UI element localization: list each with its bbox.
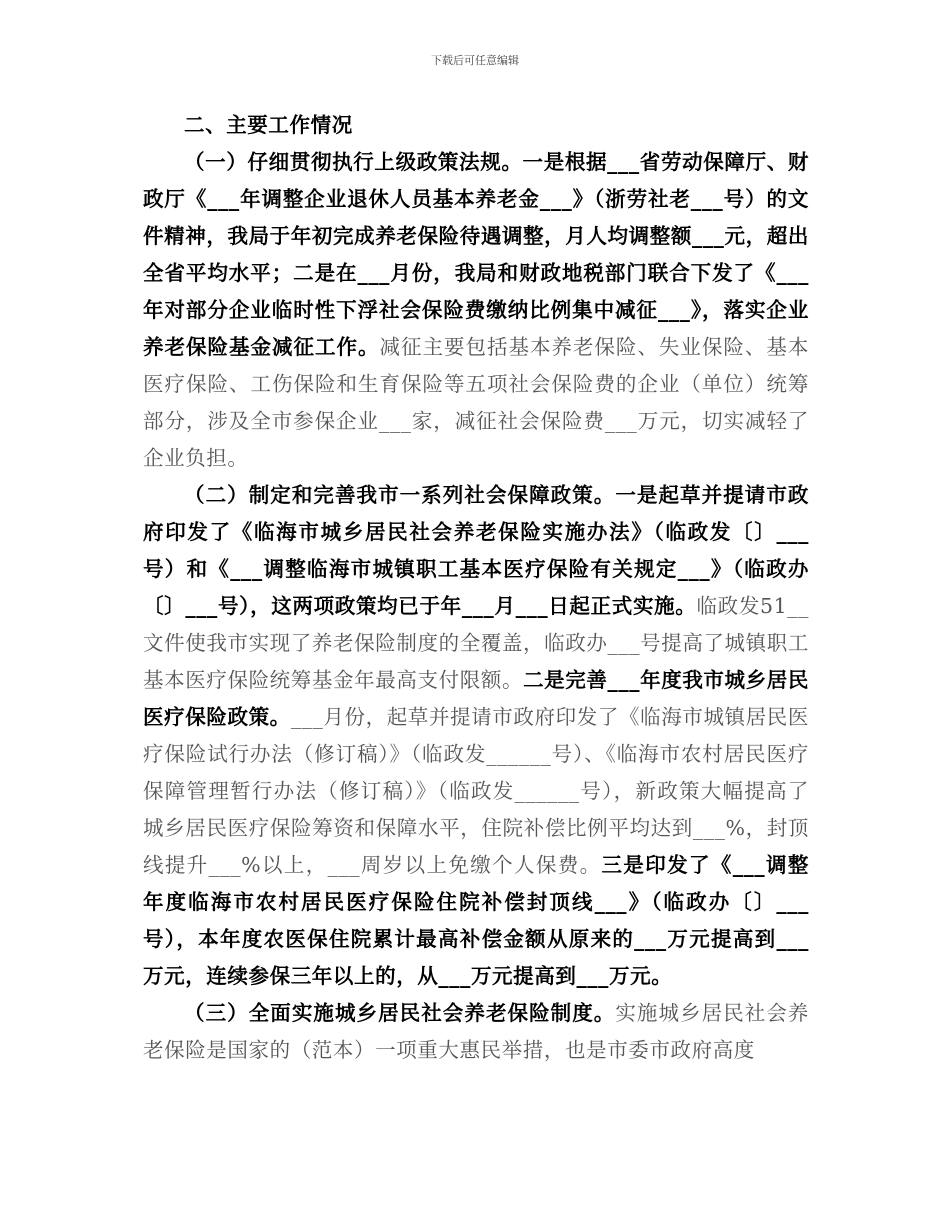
paragraph-3-bold: （三）全面实施城乡居民社会养老保险制度。 — [184, 1001, 616, 1025]
paragraph-2-normal-2: ___月份，起草并提请市政府印发了《临海市城镇居民医疗保险试行办法（修订稿）》（临政发______号）、《临海市农村居民医疗保障管理暂行办法（修订稿）》（临政发______号），新政策大幅提高了城乡居民医疗保险筹资和保障水平，住院补偿比例平均达到___%，封顶线提升___%以上，___周岁以上免缴个人保费。 — [143, 705, 809, 877]
paragraph-1 — [143, 144, 809, 477]
paragraph-1-normal: 减征主要包括基本养老保险、失业保险、基本医疗保险、工伤保险和生育保险等五项社会保险费的企业（单位）统筹部分，涉及全市参保企业___家，减征社会保险费___万元，切实减轻了企业负担。 — [143, 335, 809, 470]
paragraph-3 — [143, 995, 809, 1069]
paragraph-3-normal: 实施城乡居民社会养老保险是国家的（范本）一项重大惠民举措，也是市委市政府高度 — [143, 1001, 810, 1062]
paragraph-2-bold-1: （二）制定和完善我市一系列社会保障政策。一是起草并提请市政府印发了《临海市城乡居民社会养老保险实施办法》（临政发〔〕___号）和《___调整临海市城镇职工基本医疗保险有关规定___》（临政办〔〕___号），这两项政策均已于年___月___日起正式实施。 — [143, 483, 809, 618]
document-body — [143, 107, 809, 1069]
paragraph-1-bold: （一）仔细贯彻执行上级政策法规。一是根据___省劳动保障厅、财政厅《___年调整企业退休人员基本养老金___》（浙劳社老___号）的文件精神，我局于年初完成养老保险待遇调整，月人均调整额___元，超出全省平均水平；二是在___月份，我局和财政地税部门联合下发了《___年对部分企业临时性下浮社会保险费缴纳比例集中减征___》，落实企业养老保险基金减征工作。 — [143, 150, 809, 359]
header-watermark: 下载后可任意编辑 — [431, 54, 519, 67]
paragraph-2 — [143, 477, 809, 995]
section-heading: 二、主要工作情况 — [184, 113, 353, 137]
paragraph-2-bold-2: 二是完善___年度我市城乡居民医疗保险政策。 — [143, 668, 809, 729]
paragraph-2-normal-1: 临政发51__文件使我市实现了养老保险制度的全覆盖，临政办___号提高了城镇职工基本医疗保险统筹基金年最高支付限额。 — [143, 594, 809, 692]
paragraph-2-bold-3: 三是印发了《___调整年度临海市农村居民医疗保险住院补偿封顶线___》（临政办〔〕___号），本年度农医保住院累计最高补偿金额从原来的___万元提高到___万元，连续参保三年以上的，从___万元提高到___万元。 — [143, 853, 809, 988]
